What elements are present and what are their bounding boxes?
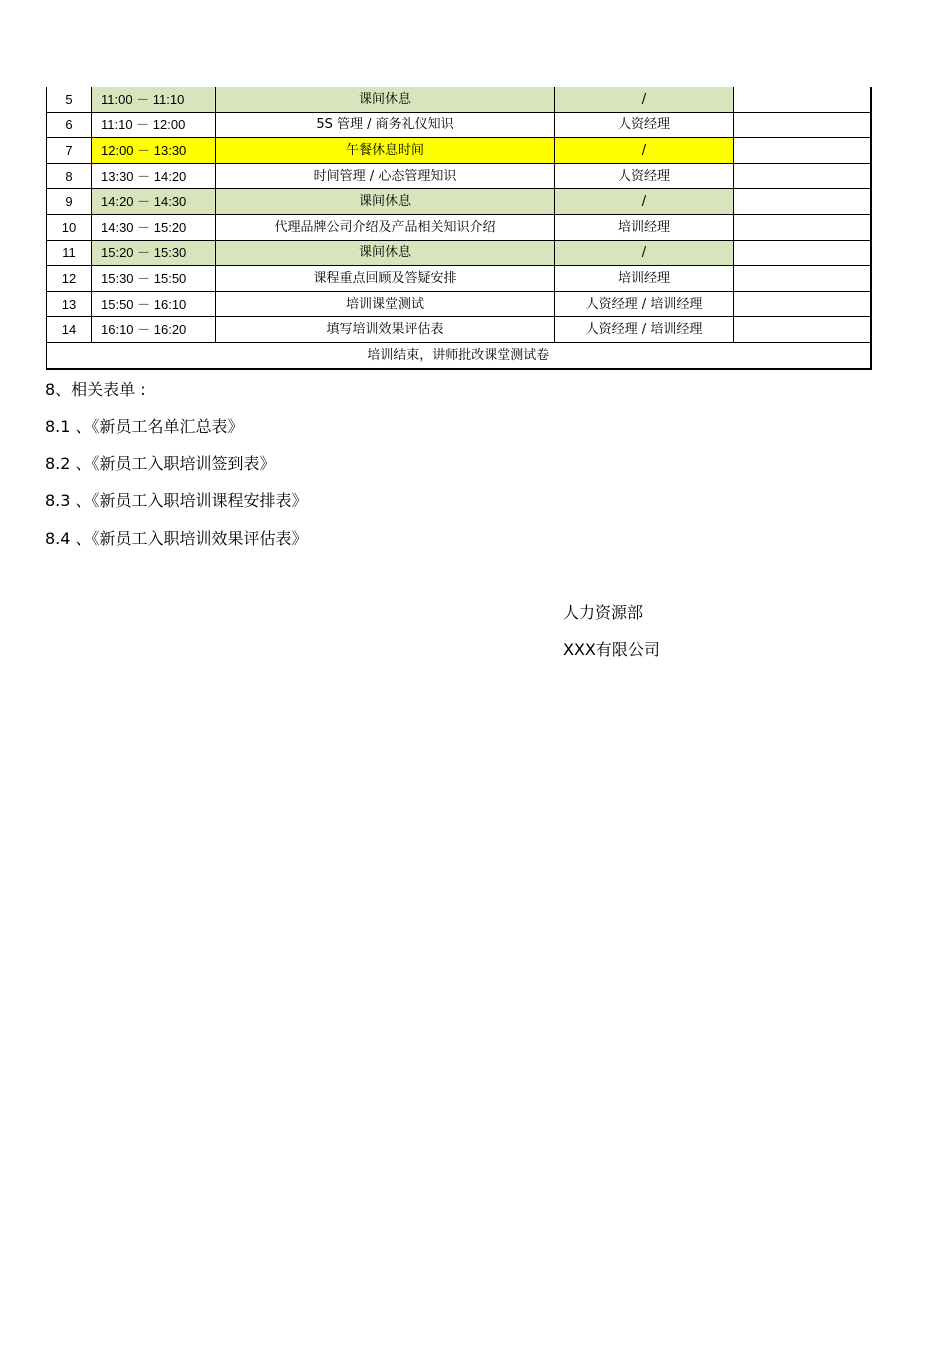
time-cell: 14:20 － 14:30: [92, 189, 216, 215]
content-cell: 课间休息: [216, 189, 555, 215]
time-cell: 14:30 － 15:20: [92, 214, 216, 240]
lecturer-cell: /: [555, 87, 734, 112]
note-cell: [734, 266, 871, 292]
content-cell: 代理品牌公司介绍及产品相关知识介绍: [216, 214, 555, 240]
row-number-cell: 6: [47, 112, 92, 138]
lecturer-cell: /: [555, 189, 734, 215]
lecturer-cell: /: [555, 240, 734, 266]
time-cell: 13:30 － 14:20: [92, 163, 216, 189]
related-form-item: 8.4 、《新员工入职培训效果评估表》: [45, 529, 308, 548]
schedule-footer-row: [47, 342, 871, 369]
row-number-cell: 10: [47, 214, 92, 240]
signature-company: XXX有限公司: [563, 640, 660, 659]
schedule-body: [47, 87, 871, 369]
signature-department: 人力资源部: [563, 603, 644, 622]
training-schedule-table: [46, 87, 872, 370]
note-cell: [734, 138, 871, 164]
row-number-cell: 5: [47, 87, 92, 112]
note-cell: [734, 112, 871, 138]
time-cell: 11:00 － 11:10: [92, 87, 216, 112]
schedule-row: [47, 240, 871, 266]
row-number-cell: 13: [47, 291, 92, 317]
lecturer-cell: 培训经理: [555, 214, 734, 240]
schedule-row: [47, 163, 871, 189]
content-cell: 5S 管理 / 商务礼仪知识: [216, 112, 555, 138]
lecturer-cell: 人资经理 / 培训经理: [555, 291, 734, 317]
content-cell: 培训课堂测试: [216, 291, 555, 317]
time-cell: 15:50 － 16:10: [92, 291, 216, 317]
row-number-cell: 9: [47, 189, 92, 215]
lecturer-cell: 人资经理: [555, 112, 734, 138]
lecturer-cell: 人资经理 / 培训经理: [555, 317, 734, 343]
content-cell: 填写培训效果评估表: [216, 317, 555, 343]
row-number-cell: 12: [47, 266, 92, 292]
note-cell: [734, 189, 871, 215]
content-cell: 课间休息: [216, 87, 555, 112]
row-number-cell: 8: [47, 163, 92, 189]
time-cell: 15:20 － 15:30: [92, 240, 216, 266]
note-cell: [734, 317, 871, 343]
time-cell: 16:10 － 16:20: [92, 317, 216, 343]
schedule-row: [47, 189, 871, 215]
time-cell: 11:10 － 12:00: [92, 112, 216, 138]
related-form-item: 8.3 、《新员工入职培训课程安排表》: [45, 491, 308, 510]
note-cell: [734, 240, 871, 266]
content-cell: 时间管理 / 心态管理知识: [216, 163, 555, 189]
note-cell: [734, 163, 871, 189]
schedule-footer-cell: 培训结束，讲师批改课堂测试卷: [47, 342, 871, 369]
note-cell: [734, 87, 871, 112]
schedule-row: [47, 87, 871, 112]
content-cell: 课间休息: [216, 240, 555, 266]
row-number-cell: 11: [47, 240, 92, 266]
note-cell: [734, 291, 871, 317]
row-number-cell: 7: [47, 138, 92, 164]
related-form-item: 8.2 、《新员工入职培训签到表》: [45, 454, 276, 473]
note-cell: [734, 214, 871, 240]
time-cell: 15:30 － 15:50: [92, 266, 216, 292]
schedule-row: [47, 291, 871, 317]
schedule-row: [47, 112, 871, 138]
schedule-row: [47, 214, 871, 240]
content-cell: 课程重点回顾及答疑安排: [216, 266, 555, 292]
schedule-row: [47, 138, 871, 164]
time-cell: 12:00 － 13:30: [92, 138, 216, 164]
content-cell: 午餐休息时间: [216, 138, 555, 164]
lecturer-cell: /: [555, 138, 734, 164]
row-number-cell: 14: [47, 317, 92, 343]
related-form-item: 8.1 、《新员工名单汇总表》: [45, 417, 244, 436]
schedule-row: [47, 317, 871, 343]
lecturer-cell: 人资经理: [555, 163, 734, 189]
schedule-row: [47, 266, 871, 292]
related-forms-heading: 8、相关表单 :: [45, 380, 146, 399]
lecturer-cell: 培训经理: [555, 266, 734, 292]
